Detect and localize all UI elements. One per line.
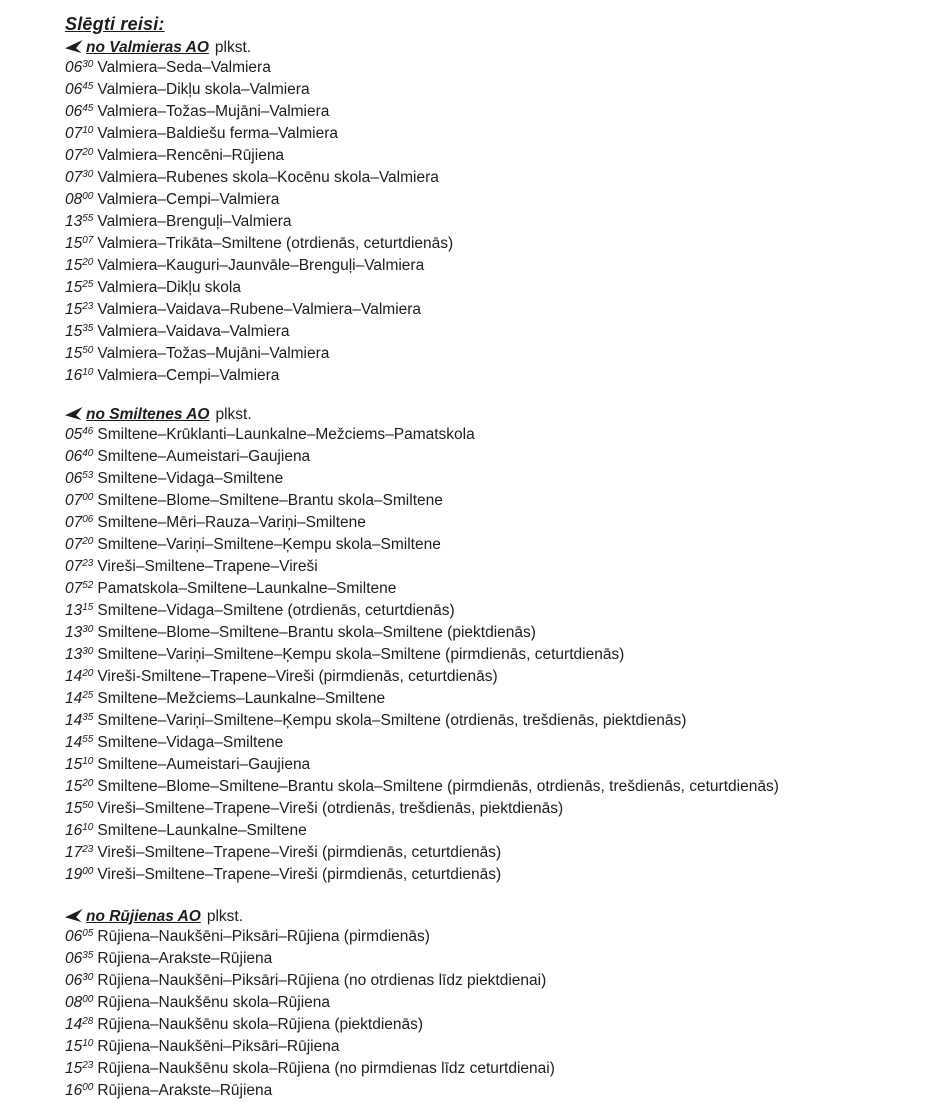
route-time-hour: 06 bbox=[65, 81, 83, 98]
route-time-hour: 15 bbox=[65, 1060, 83, 1077]
route-time-minute: 00 bbox=[82, 191, 94, 202]
route-time-hour: 06 bbox=[65, 470, 83, 487]
route-time-hour: 07 bbox=[65, 492, 83, 509]
route-line bbox=[65, 1037, 930, 1059]
route-time-minute: 50 bbox=[82, 345, 94, 356]
route-time-minute: 35 bbox=[82, 712, 94, 723]
route-time bbox=[65, 1060, 93, 1077]
route-line bbox=[65, 58, 930, 80]
route-time-minute: 30 bbox=[82, 972, 94, 983]
route-time bbox=[65, 426, 93, 443]
route-text: Valmiera–Dikļu skola bbox=[97, 279, 241, 296]
route-time-minute: 35 bbox=[82, 323, 94, 334]
route-time bbox=[65, 345, 93, 362]
route-time-hour: 08 bbox=[65, 191, 83, 208]
route-time bbox=[65, 103, 93, 120]
route-time bbox=[65, 778, 93, 795]
route-text: Smiltene–Blome–Smiltene–Brantu skola–Smiltene bbox=[97, 492, 443, 509]
route-time bbox=[65, 470, 93, 487]
route-line bbox=[65, 993, 930, 1015]
route-time-minute: 55 bbox=[82, 213, 94, 224]
route-line bbox=[65, 689, 930, 711]
route-section bbox=[65, 405, 930, 887]
route-time-minute: 53 bbox=[82, 470, 94, 481]
route-time-minute: 07 bbox=[82, 235, 94, 246]
route-time-hour: 06 bbox=[65, 928, 83, 945]
route-text: Valmiera–Vaidava–Rubene–Valmiera–Valmiera bbox=[97, 301, 422, 318]
route-time-hour: 16 bbox=[65, 1082, 83, 1099]
route-time bbox=[65, 690, 93, 707]
route-time-minute: 50 bbox=[82, 800, 94, 811]
route-time bbox=[65, 448, 93, 465]
route-time bbox=[65, 866, 93, 883]
route-time-hour: 15 bbox=[65, 756, 83, 773]
route-time-hour: 14 bbox=[65, 1016, 83, 1033]
route-time-minute: 55 bbox=[82, 734, 94, 745]
route-line bbox=[65, 1081, 930, 1103]
route-time-minute: 52 bbox=[82, 580, 94, 591]
route-text: Smiltene–Vidaga–Smiltene bbox=[97, 734, 284, 751]
route-time-hour: 07 bbox=[65, 558, 83, 575]
route-time-minute: 20 bbox=[82, 257, 94, 268]
route-text: Rūjiena–Naukšēni–Piksāri–Rūjiena bbox=[97, 1038, 340, 1055]
route-text: Smiltene–Mežciems–Launkalne–Smiltene bbox=[97, 690, 386, 707]
route-time-minute: 00 bbox=[82, 492, 94, 503]
route-line bbox=[65, 447, 930, 469]
route-line bbox=[65, 1059, 930, 1081]
route-time bbox=[65, 257, 93, 274]
route-time-minute: 30 bbox=[82, 169, 94, 180]
route-line bbox=[65, 146, 930, 168]
route-text: Smiltene–Variņi–Smiltene–Ķempu skola–Smiltene bbox=[97, 536, 441, 553]
route-line bbox=[65, 102, 930, 124]
route-time-hour: 15 bbox=[65, 345, 83, 362]
route-text: Pamatskola–Smiltene–Launkalne–Smiltene bbox=[97, 580, 397, 597]
route-text: Valmiera–Brenguļi–Valmiera bbox=[97, 213, 292, 230]
route-line bbox=[65, 256, 930, 278]
route-time-minute: 15 bbox=[82, 602, 94, 613]
route-line bbox=[65, 579, 930, 601]
page-title: Slēgti reisi: bbox=[65, 14, 165, 34]
route-time bbox=[65, 800, 93, 817]
route-line bbox=[65, 513, 930, 535]
route-text: Smiltene–Mēri–Rauza–Variņi–Smiltene bbox=[97, 514, 366, 531]
section-header: no Valmieras AO bbox=[86, 39, 209, 56]
route-line bbox=[65, 971, 930, 993]
route-time-minute: 10 bbox=[82, 125, 94, 136]
route-time bbox=[65, 668, 93, 685]
route-line bbox=[65, 300, 930, 322]
route-time bbox=[65, 844, 93, 861]
route-line bbox=[65, 168, 930, 190]
route-line bbox=[65, 711, 930, 733]
route-time bbox=[65, 756, 93, 773]
route-time bbox=[65, 972, 93, 989]
route-time-hour: 16 bbox=[65, 367, 83, 384]
route-time bbox=[65, 646, 93, 663]
route-time-hour: 13 bbox=[65, 602, 83, 619]
route-time bbox=[65, 279, 93, 296]
route-text: Valmiera–Tožas–Mujāni–Valmiera bbox=[97, 345, 330, 362]
route-line bbox=[65, 234, 930, 256]
route-text: Valmiera–Rencēni–Rūjiena bbox=[97, 147, 285, 164]
route-time bbox=[65, 1016, 93, 1033]
route-time bbox=[65, 81, 93, 98]
route-section bbox=[65, 907, 930, 1103]
route-time bbox=[65, 950, 93, 967]
route-time-minute: 23 bbox=[82, 558, 94, 569]
route-time-minute: 10 bbox=[82, 756, 94, 767]
route-line bbox=[65, 667, 930, 689]
route-text: Valmiera–Cempi–Valmiera bbox=[97, 191, 280, 208]
route-time-minute: 25 bbox=[82, 279, 94, 290]
route-text: Vireši–Smiltene–Trapene–Vireši (otrdienās, trešdienās, piektdienās) bbox=[97, 800, 564, 817]
route-line bbox=[65, 799, 930, 821]
section-header-suffix: plkst. bbox=[214, 39, 252, 56]
route-line bbox=[65, 190, 930, 212]
route-text: Smiltene–Aumeistari–Gaujiena bbox=[97, 756, 311, 773]
route-line bbox=[65, 124, 930, 146]
route-time-minute: 20 bbox=[82, 147, 94, 158]
route-line bbox=[65, 278, 930, 300]
route-time-minute: 05 bbox=[82, 928, 94, 939]
route-line bbox=[65, 469, 930, 491]
route-time-hour: 15 bbox=[65, 301, 83, 318]
route-time-hour: 15 bbox=[65, 778, 83, 795]
route-time bbox=[65, 602, 93, 619]
route-time-hour: 07 bbox=[65, 125, 83, 142]
route-time-minute: 00 bbox=[82, 866, 94, 877]
route-time-hour: 15 bbox=[65, 257, 83, 274]
route-text: Valmiera–Vaidava–Valmiera bbox=[97, 323, 290, 340]
route-time-minute: 20 bbox=[82, 668, 94, 679]
route-text: Rūjiena–Naukšēni–Piksāri–Rūjiena (no otrdienas līdz piektdienai) bbox=[97, 972, 547, 989]
route-line bbox=[65, 1015, 930, 1037]
route-time bbox=[65, 235, 93, 252]
section-header-suffix: plkst. bbox=[215, 406, 252, 423]
route-text: Valmiera–Seda–Valmiera bbox=[97, 59, 271, 76]
route-time-minute: 30 bbox=[82, 646, 94, 657]
route-text: Smiltene–Vidaga–Smiltene bbox=[97, 470, 284, 487]
route-line bbox=[65, 425, 930, 447]
route-time bbox=[65, 514, 93, 531]
route-text: Valmiera–Dikļu skola–Valmiera bbox=[97, 81, 310, 98]
route-time bbox=[65, 59, 93, 76]
route-line bbox=[65, 212, 930, 234]
route-text: Smiltene–Krūklanti–Launkalne–Mežciems–Pamatskola bbox=[97, 426, 475, 443]
route-time bbox=[65, 580, 93, 597]
route-text: Smiltene–Launkalne–Smiltene bbox=[97, 822, 307, 839]
route-time bbox=[65, 323, 93, 340]
route-text: Rūjiena–Naukšēnu skola–Rūjiena (no pirmdienas līdz ceturtdienai) bbox=[97, 1060, 555, 1077]
route-time-hour: 17 bbox=[65, 844, 83, 861]
route-time-minute: 46 bbox=[82, 426, 94, 437]
route-time-hour: 15 bbox=[65, 1038, 83, 1055]
route-time-hour: 07 bbox=[65, 580, 83, 597]
route-time bbox=[65, 1038, 93, 1055]
route-line bbox=[65, 949, 930, 971]
route-time bbox=[65, 536, 93, 553]
section-header-suffix: plkst. bbox=[206, 908, 244, 925]
route-line bbox=[65, 322, 930, 344]
route-text: Smiltene–Vidaga–Smiltene (otrdienās, ceturtdienās) bbox=[97, 602, 455, 619]
section-header-row bbox=[65, 405, 930, 425]
route-time-hour: 07 bbox=[65, 147, 83, 164]
route-line bbox=[65, 601, 930, 623]
route-time-hour: 15 bbox=[65, 323, 83, 340]
route-text: Rūjiena–Naukšēni–Piksāri–Rūjiena (pirmdienās) bbox=[97, 928, 430, 945]
route-line bbox=[65, 821, 930, 843]
route-time bbox=[65, 928, 93, 945]
route-line bbox=[65, 733, 930, 755]
route-text: Valmiera–Tožas–Mujāni–Valmiera bbox=[97, 103, 330, 120]
route-time bbox=[65, 624, 93, 641]
route-time-hour: 06 bbox=[65, 103, 83, 120]
route-time bbox=[65, 301, 93, 318]
route-time-hour: 15 bbox=[65, 800, 83, 817]
route-line bbox=[65, 777, 930, 799]
left-arrow-icon bbox=[65, 40, 83, 54]
route-line bbox=[65, 80, 930, 102]
section-header: no Rūjienas AO bbox=[86, 908, 201, 925]
route-time-hour: 06 bbox=[65, 950, 83, 967]
route-text: Vireši-Smiltene–Trapene–Vireši (pirmdienās, ceturtdienās) bbox=[97, 668, 498, 685]
route-time-hour: 13 bbox=[65, 646, 83, 663]
route-text: Smiltene–Variņi–Smiltene–Ķempu skola–Smiltene (otrdienās, trešdienās, piektdienās) bbox=[97, 712, 687, 729]
route-time-hour: 16 bbox=[65, 822, 83, 839]
route-time-minute: 23 bbox=[82, 1060, 94, 1071]
route-time-minute: 00 bbox=[82, 1082, 94, 1093]
route-text: Valmiera–Cempi–Valmiera bbox=[97, 367, 280, 384]
route-time-hour: 06 bbox=[65, 448, 83, 465]
route-line bbox=[65, 535, 930, 557]
route-text: Smiltene–Aumeistari–Gaujiena bbox=[97, 448, 311, 465]
route-line bbox=[65, 344, 930, 366]
route-time bbox=[65, 367, 93, 384]
route-text: Smiltene–Blome–Smiltene–Brantu skola–Smiltene (piektdienās) bbox=[97, 624, 536, 641]
route-text: Rūjiena–Naukšēnu skola–Rūjiena (piektdienās) bbox=[97, 1016, 424, 1033]
route-text: Valmiera–Trikāta–Smiltene (otrdienās, ceturtdienās) bbox=[97, 235, 454, 252]
route-time-hour: 13 bbox=[65, 624, 83, 641]
route-text: Valmiera–Rubenes skola–Kocēnu skola–Valmiera bbox=[97, 169, 439, 186]
route-line bbox=[65, 645, 930, 667]
route-text: Smiltene–Variņi–Smiltene–Ķempu skola–Smiltene (pirmdienās, ceturtdienās) bbox=[97, 646, 625, 663]
route-text: Rūjiena–Arakste–Rūjiena bbox=[97, 1082, 273, 1099]
route-text: Smiltene–Blome–Smiltene–Brantu skola–Smiltene (pirmdienās, otrdienās, trešdienās, ceturtdienās) bbox=[97, 778, 779, 795]
route-line bbox=[65, 755, 930, 777]
route-time bbox=[65, 213, 93, 230]
route-time-hour: 14 bbox=[65, 734, 83, 751]
route-line bbox=[65, 366, 930, 388]
route-time-hour: 14 bbox=[65, 712, 83, 729]
route-line bbox=[65, 491, 930, 513]
route-time-hour: 05 bbox=[65, 426, 83, 443]
route-line bbox=[65, 557, 930, 579]
left-arrow-icon bbox=[65, 407, 83, 421]
route-time-minute: 00 bbox=[82, 994, 94, 1005]
route-text: Valmiera–Baldiešu ferma–Valmiera bbox=[97, 125, 339, 142]
route-time-minute: 23 bbox=[82, 844, 94, 855]
section-header-row bbox=[65, 907, 930, 927]
route-time-minute: 40 bbox=[82, 448, 94, 459]
route-time-hour: 07 bbox=[65, 536, 83, 553]
route-line bbox=[65, 927, 930, 949]
route-time-minute: 10 bbox=[82, 367, 94, 378]
route-time bbox=[65, 734, 93, 751]
route-line bbox=[65, 623, 930, 645]
route-time-hour: 06 bbox=[65, 59, 83, 76]
route-time-hour: 15 bbox=[65, 279, 83, 296]
route-time-minute: 35 bbox=[82, 950, 94, 961]
route-time-minute: 10 bbox=[82, 1038, 94, 1049]
route-time bbox=[65, 822, 93, 839]
route-text: Vireši–Smiltene–Trapene–Vireši (pirmdienās, ceturtdienās) bbox=[97, 866, 502, 883]
section-header: no Smiltenes AO bbox=[86, 406, 210, 423]
route-time-minute: 06 bbox=[82, 514, 94, 525]
route-time-minute: 28 bbox=[82, 1016, 94, 1027]
route-time-minute: 45 bbox=[82, 103, 94, 114]
route-time-minute: 10 bbox=[82, 822, 94, 833]
route-time-hour: 06 bbox=[65, 972, 83, 989]
route-time-hour: 15 bbox=[65, 235, 83, 252]
route-time bbox=[65, 1082, 93, 1099]
route-time-minute: 45 bbox=[82, 81, 94, 92]
route-time-minute: 25 bbox=[82, 690, 94, 701]
route-time bbox=[65, 191, 93, 208]
route-text: Rūjiena–Arakste–Rūjiena bbox=[97, 950, 273, 967]
route-time bbox=[65, 558, 93, 575]
left-arrow-icon bbox=[65, 909, 83, 923]
route-time-hour: 14 bbox=[65, 668, 83, 685]
route-text: Vireši–Smiltene–Trapene–Vireši bbox=[97, 558, 318, 575]
route-time-hour: 08 bbox=[65, 994, 83, 1011]
route-time-minute: 23 bbox=[82, 301, 94, 312]
route-time-hour: 13 bbox=[65, 213, 83, 230]
route-time-minute: 30 bbox=[82, 624, 94, 635]
route-text: Vireši–Smiltene–Trapene–Vireši (pirmdienās, ceturtdienās) bbox=[97, 844, 502, 861]
route-text: Rūjiena–Naukšēnu skola–Rūjiena bbox=[97, 994, 331, 1011]
route-time-minute: 30 bbox=[82, 59, 94, 70]
route-time-minute: 20 bbox=[82, 778, 94, 789]
route-time-minute: 20 bbox=[82, 536, 94, 547]
route-time-hour: 07 bbox=[65, 169, 83, 186]
route-time bbox=[65, 994, 93, 1011]
route-time bbox=[65, 492, 93, 509]
route-sections bbox=[65, 38, 930, 1103]
route-line bbox=[65, 843, 930, 865]
route-time bbox=[65, 125, 93, 142]
route-time bbox=[65, 712, 93, 729]
route-time bbox=[65, 169, 93, 186]
route-time-hour: 19 bbox=[65, 866, 83, 883]
route-time-hour: 07 bbox=[65, 514, 83, 531]
route-time bbox=[65, 147, 93, 164]
route-text: Valmiera–Kauguri–Jaunvāle–Brenguļi–Valmiera bbox=[97, 257, 425, 274]
route-line bbox=[65, 865, 930, 887]
route-time-hour: 14 bbox=[65, 690, 83, 707]
section-header-row bbox=[65, 38, 930, 58]
route-section bbox=[65, 38, 930, 388]
